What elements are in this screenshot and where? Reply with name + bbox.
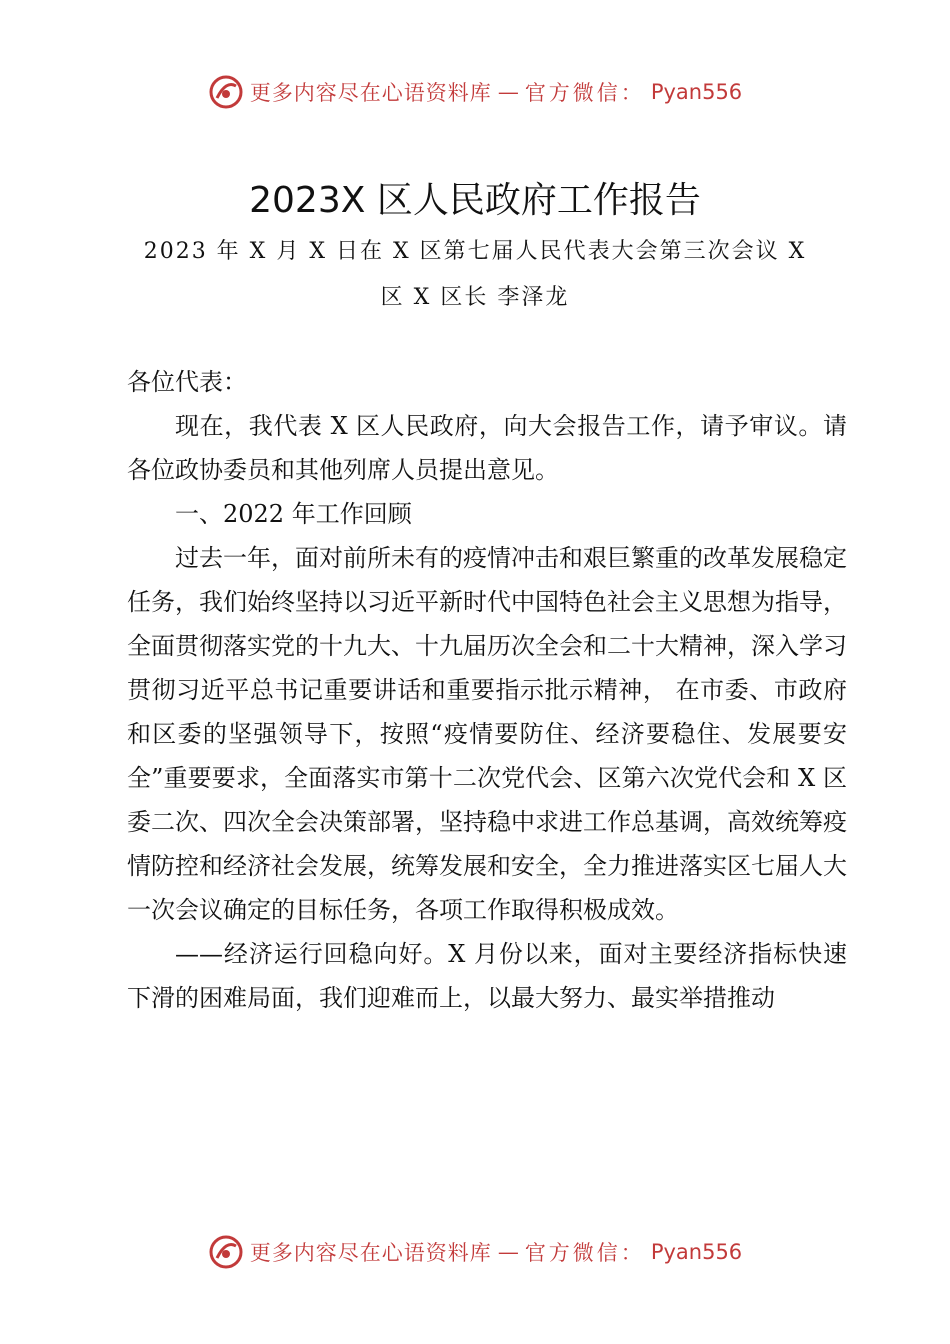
watermark-wechat-label: 官方微信：	[524, 1241, 645, 1265]
watermark-wechat-id: Pyan556	[650, 80, 743, 104]
watermark-separator: —	[497, 1240, 519, 1264]
watermark-wechat-id: Pyan556	[650, 1240, 743, 1264]
document-body	[127, 360, 847, 1020]
watermark-wechat-label: 官方微信：	[524, 81, 645, 105]
brand-logo-icon	[208, 1234, 244, 1270]
brand-logo-icon	[208, 74, 244, 110]
watermark-source-text: 更多内容尽在心语资料库	[249, 1241, 492, 1265]
paragraph: 现在，我代表 X 区人民政府，向大会报告工作，请予审议。请各位政协委员和其他列席人员提出意见。	[127, 412, 847, 484]
footer-watermark	[0, 1230, 950, 1274]
paragraph: ——经济运行回稳向好。X 月份以来，面对主要经济指标快速下滑的困难局面，我们迎难而上，以最大努力、最实举措推动	[127, 940, 847, 1012]
document-title: 2023X 区人民政府工作报告	[249, 180, 701, 221]
document-subtitle-line2: 区 X 区长 李泽龙	[380, 285, 570, 310]
section-heading: 一、2022 年工作回顾	[175, 500, 412, 528]
paragraph: 过去一年，面对前所未有的疫情冲击和艰巨繁重的改革发展稳定任务，我们始终坚持以习近平新时代中国特色社会主义思想为指导，全面贯彻落实党的十九大、十九届历次全会和二十大精神，深入学习贯彻习近平总书记重要讲话和重要指示批示精神， 在市委、市政府和区委的坚强领导下，按照“疫情要防住、经济要稳住、发展要安全”重要要求，全面落实市第十二次党代会、区第六次党代会和 X 区委二次、四次全会决策部署，坚持稳中求进工作总基调，高效统筹疫情防控和经济社会发展，统筹发展和安全，全力推进落实区七届人大一次会议确定的目标任务，各项工作取得积极成效。	[127, 544, 847, 924]
watermark-source-text: 更多内容尽在心语资料库	[249, 81, 492, 105]
document-subtitle-line1: 2023 年 X 月 X 日在 X 区第七届人民代表大会第三次会议 X	[143, 239, 807, 264]
header-watermark	[0, 70, 950, 114]
salutation: 各位代表：	[127, 368, 247, 396]
watermark-separator: —	[497, 80, 519, 104]
